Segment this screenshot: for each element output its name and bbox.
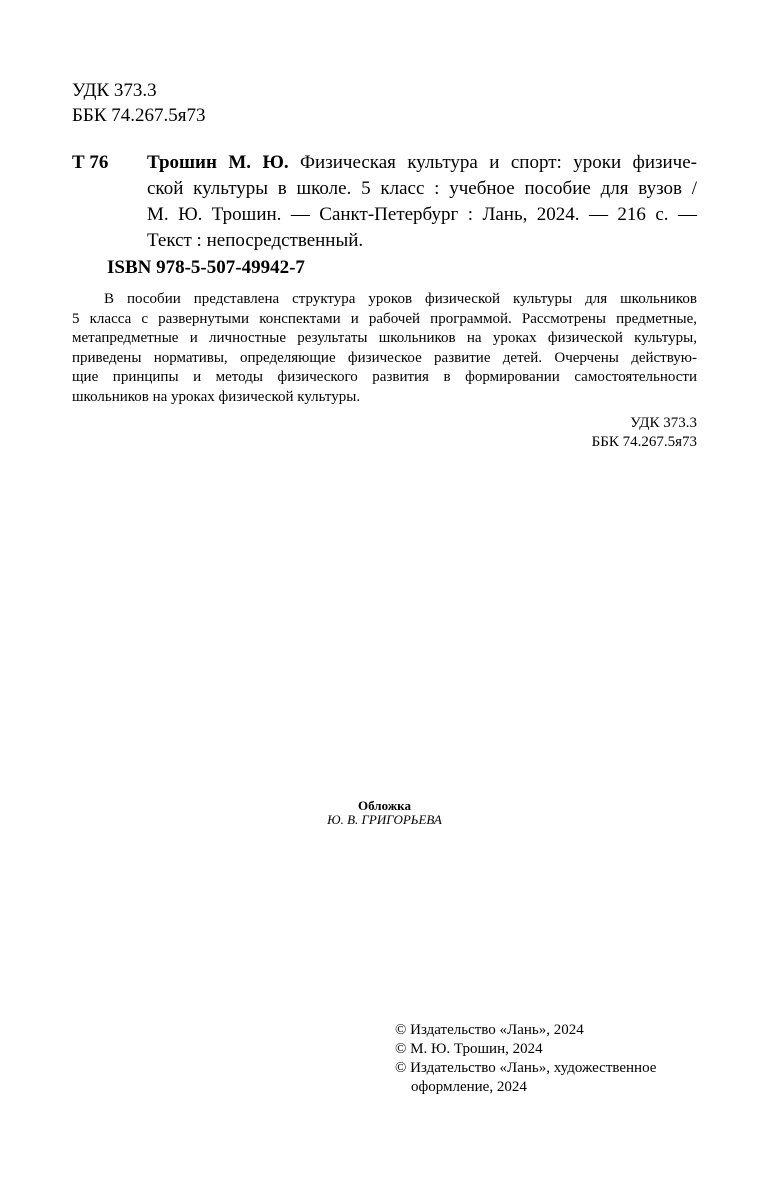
biblio-line-3: М. Ю. Трошин. — Санкт-Петербург : Лань, 2024. — 216 с. — xyxy=(147,204,697,225)
bbk-code-right: ББК 74.267.5я73 xyxy=(591,434,697,450)
cover-credit-label: Обложка xyxy=(358,798,411,813)
abstract-line: приведены нормативы, определяющие физическое развитие детей. Очерчены действую- xyxy=(72,349,697,366)
author-code: Т 76 xyxy=(72,152,109,173)
abstract-line: 5 класса с развернутыми конспектами и рабочей программой. Рассмотрены предметные, xyxy=(72,310,697,327)
abstract-line: школьников на уроках физической культуры. xyxy=(72,388,361,405)
copyright-line: © Издательство «Лань», 2024 xyxy=(395,1022,584,1038)
copyright-line: © М. Ю. Трошин, 2024 xyxy=(395,1041,543,1057)
cover-credit-name: Ю. В. ГРИГОРЬЕВА xyxy=(327,812,442,827)
biblio-line-4: Текст : непосредственный. xyxy=(147,230,364,251)
isbn: ISBN 978-5-507-49942-7 xyxy=(107,257,305,278)
abstract-line: метапредметные и личностные результаты школьников на уроках физической культуры, xyxy=(72,330,697,346)
abstract-line: щие принципы и методы физического развития в формировании самостоятельности xyxy=(72,369,697,385)
copyright-line: оформление, 2024 xyxy=(411,1079,527,1095)
biblio-line-2: ской культуры в школе. 5 класс : учебное пособие для вузов / xyxy=(147,178,697,199)
udk-code-right: УДК 373.3 xyxy=(630,415,697,431)
udk-code: УДК 373.3 xyxy=(72,80,157,101)
copyright-line: © Издательство «Лань», художественное xyxy=(395,1060,657,1076)
abstract xyxy=(72,290,697,407)
bibliographic-record xyxy=(147,150,697,254)
biblio-title-start: Физическая культура и спорт: уроки физиче- xyxy=(288,152,697,173)
bbk-code: ББК 74.267.5я73 xyxy=(72,105,206,126)
copyright-block xyxy=(395,1021,656,1097)
biblio-line-1 xyxy=(147,150,697,176)
abstract-line: В пособии представлена структура уроков физической культуры для школьников xyxy=(104,291,697,307)
author-name: Трошин М. Ю. xyxy=(147,152,289,173)
